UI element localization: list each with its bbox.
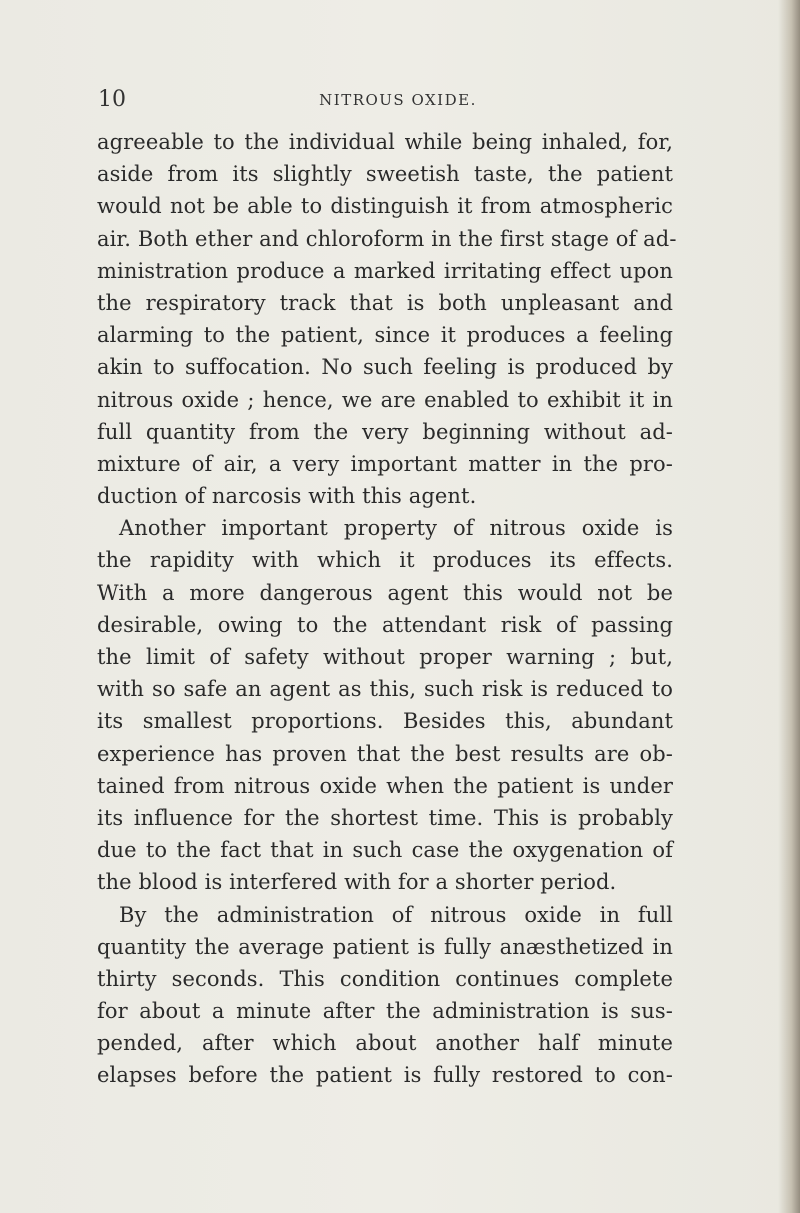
text-line: pended, after which about another half minute [97, 1031, 673, 1056]
text-line: quantity the average patient is fully anæsthetized in [97, 934, 673, 959]
running-title: NITROUS OXIDE. [319, 91, 477, 109]
paragraph-end-line: the blood is interfered with for a shorter period. [97, 870, 617, 895]
text-line: aside from its slightly sweetish taste, the patient [97, 162, 673, 187]
text-line: thirty seconds. This condition continues complete [97, 966, 673, 991]
text-line: for about a minute after the administration is sus- [97, 999, 673, 1024]
text-line: with so safe an agent as this, such risk is reduced to [97, 677, 673, 702]
text-line: tained from nitrous oxide when the patient is under [97, 773, 673, 798]
page-number: 10 [98, 87, 126, 112]
text-line: desirable, owing to the attendant risk of passing [97, 612, 673, 637]
text-line: the rapidity with which it produces its effects. [97, 548, 673, 573]
text-line: agreeable to the individual while being inhaled, for, [97, 130, 673, 154]
paragraph-start-line: By the administration of nitrous oxide in full [119, 902, 673, 927]
paragraph-end-line: duction of narcosis with this agent. [97, 484, 477, 509]
text-line: its influence for the shortest time. This is probably [97, 805, 673, 830]
page-edge-shadow [778, 0, 800, 1213]
text-line: the respiratory track that is both unpleasant and [97, 290, 673, 315]
text-line: full quantity from the very beginning without ad- [97, 419, 673, 444]
text-line: mixture of air, a very important matter in the pro- [97, 451, 673, 476]
text-line: With a more dangerous agent this would not be [97, 580, 673, 605]
text-line: nitrous oxide ; hence, we are enabled to exhibit it in [97, 387, 673, 412]
text-line: ministration produce a marked irritating effect upon [97, 258, 673, 283]
text-line: the limit of safety without proper warning ; but, [97, 645, 673, 669]
text-line: its smallest proportions. Besides this, abundant [97, 709, 673, 734]
text-line: experience has proven that the best results are ob- [97, 741, 673, 766]
text-line: alarming to the patient, since it produces a feeling [97, 323, 673, 348]
paragraph-start-line: Another important property of nitrous oxide is [119, 516, 673, 541]
text-line: akin to suffocation. No such feeling is produced by [97, 355, 673, 380]
page-header [98, 86, 658, 116]
text-line: air. Both ether and chloroform in the first stage of ad- [97, 226, 677, 251]
text-line: would not be able to distinguish it from atmospheric [97, 194, 673, 219]
text-line: elapses before the patient is fully restored to con- [97, 1063, 673, 1088]
text-line: due to the fact that in such case the oxygenation of [97, 838, 673, 863]
body-text [97, 126, 677, 1092]
